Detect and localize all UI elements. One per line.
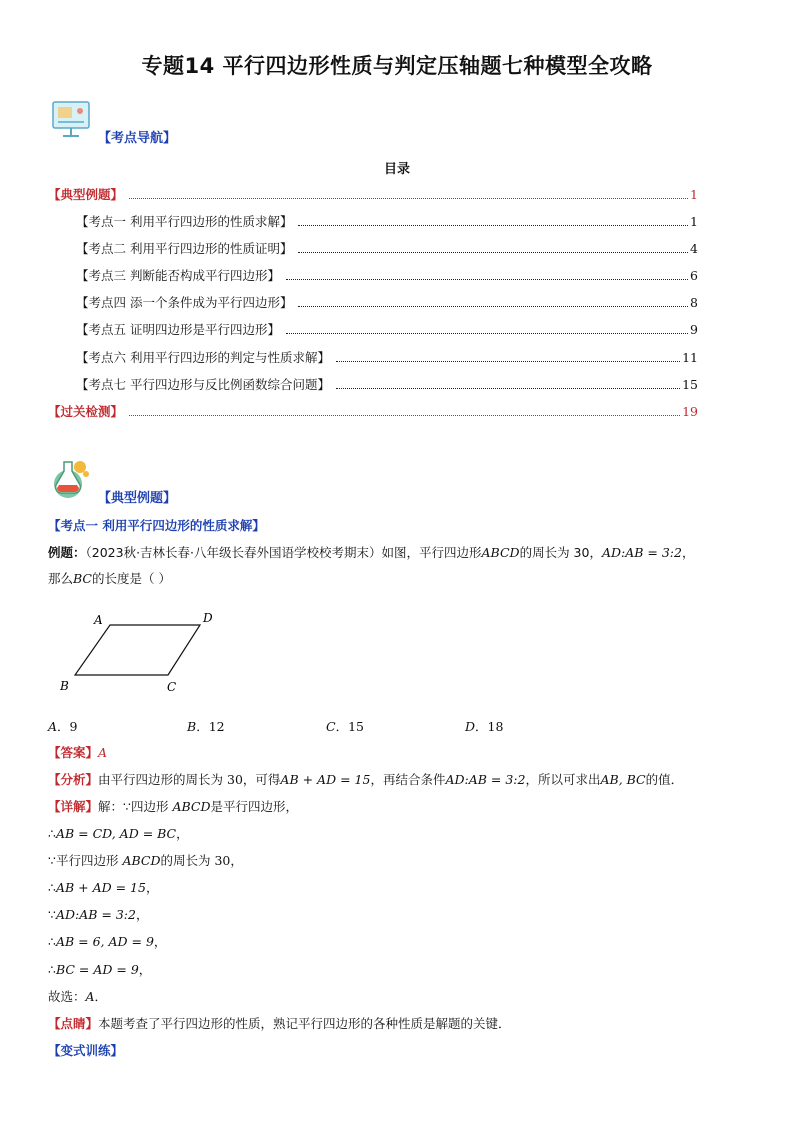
detail-symbol: ∵	[48, 907, 56, 922]
variant-heading: 【变式训练】	[48, 1043, 124, 1058]
toc-leader	[286, 332, 688, 334]
analysis-text: ，再结合条件	[370, 772, 446, 787]
toc-item-label: 【考点五 证明四边形是平行四边形】	[76, 322, 280, 337]
detail-math: AD:AB = 3:2	[55, 907, 136, 922]
detail-step	[48, 852, 750, 870]
toc-leader	[129, 197, 688, 199]
toc-title: 目录	[383, 162, 410, 177]
toc-item-label: 【典型例题】	[48, 187, 124, 202]
detail-text: 解：∵四边形	[98, 799, 173, 814]
example-text: ，	[681, 545, 695, 560]
detail-text: ，	[176, 826, 189, 841]
toc-item[interactable]	[76, 375, 698, 393]
example-text: 的长度是（ ）	[92, 571, 171, 586]
detail-text: ．	[94, 989, 108, 1004]
toc-item-label: 【考点二 利用平行四边形的性质证明】	[76, 241, 293, 256]
option-a[interactable]	[48, 717, 77, 735]
example-text: 的周长为 30，	[519, 545, 602, 560]
toc-item-page: 1	[690, 214, 698, 229]
analysis-text: 的值．	[645, 772, 684, 787]
vertex-label-a: A	[94, 613, 103, 627]
toc-leader	[336, 360, 680, 362]
math-abcd: ABCD	[481, 545, 520, 560]
vertex-label-c: C	[167, 680, 177, 694]
option-d[interactable]	[465, 717, 503, 735]
toc-item-page: 1	[690, 187, 698, 202]
analysis-line	[48, 771, 750, 789]
comment-text: 本题考查了平行四边形的性质，熟记平行四边形的各种性质是解题的关键．	[98, 1016, 511, 1031]
example-source: （2023秋·吉林长春·八年级长春外国语学校校考期末）如图，平行四边形	[85, 545, 482, 560]
toc-leader	[298, 305, 688, 307]
detail-step	[48, 825, 750, 843]
analysis-text: 由平行四边形的周长为	[98, 772, 227, 787]
detail-math: ABCD	[122, 853, 161, 868]
detail-line-1	[48, 798, 750, 816]
toc-leader	[298, 251, 688, 253]
navigation-heading: 【考点导航】	[98, 131, 177, 146]
analysis-tag: 【分析】	[48, 772, 99, 787]
toc-item-label: 【考点六 利用平行四边形的判定与性质求解】	[76, 350, 330, 365]
detail-math: ABCD	[172, 799, 211, 814]
toc-item-page: 6	[690, 268, 698, 283]
detail-text: ，	[153, 934, 167, 949]
toc-leader	[286, 278, 688, 280]
page-title: 专题14 平行四边形性质与判定压轴题七种模型全攻略	[141, 54, 653, 78]
detail-math: BC = AD = 9	[55, 962, 139, 977]
toc-item-label: 【考点七 平行四边形与反比例函数综合问题】	[76, 377, 330, 392]
analysis-number: 30	[227, 772, 243, 787]
toc-item-page: 15	[682, 377, 698, 392]
toc-item[interactable]	[76, 212, 698, 230]
answer-line	[48, 744, 750, 762]
detail-step	[48, 879, 750, 897]
example-question-line-2	[48, 570, 750, 588]
detail-number: 30	[214, 853, 231, 868]
comment-tag: 【点睛】	[48, 1016, 99, 1031]
toc-item-label: 【过关检测】	[48, 404, 124, 419]
toc-leader	[129, 414, 680, 416]
kaodian-heading: 【考点一 利用平行四边形的性质求解】	[48, 518, 265, 533]
option-b[interactable]	[187, 717, 225, 735]
detail-choice	[48, 988, 750, 1006]
detail-symbol: ∴	[48, 934, 56, 949]
option-letter: B	[187, 719, 197, 734]
detail-step	[48, 906, 750, 924]
answer-tag: 【答案】	[48, 745, 99, 760]
option-value: ．18	[475, 719, 504, 734]
detail-math: AB = 6, AD = 9	[55, 934, 154, 949]
toc-item[interactable]	[76, 239, 698, 257]
toc-item-label: 【考点四 添一个条件成为平行四边形】	[76, 295, 293, 310]
toc-item-label: 【考点三 判断能否构成平行四边形】	[76, 268, 280, 283]
detail-step	[48, 961, 750, 979]
detail-math: AB + AD = 15	[55, 880, 146, 895]
toc-leader	[336, 387, 680, 389]
navigation-board-icon	[50, 98, 94, 140]
detail-text: ∵平行四边形	[48, 853, 123, 868]
option-value: ．12	[196, 719, 225, 734]
detail-math: AB = CD, AD = BC	[55, 826, 177, 841]
detail-text: ，	[230, 853, 243, 868]
toc-item-page: 9	[690, 322, 698, 337]
example-text: 那么	[48, 571, 74, 586]
toc-leader	[298, 224, 688, 226]
toc-item[interactable]	[76, 348, 698, 366]
detail-symbol: ∴	[48, 962, 56, 977]
comment-line	[48, 1015, 750, 1033]
toc-item-label: 【考点一 利用平行四边形的性质求解】	[76, 214, 293, 229]
option-value: ．9	[57, 719, 78, 734]
detail-symbol: ∴	[48, 880, 56, 895]
math-bc: BC	[73, 571, 92, 586]
examples-heading: 【典型例题】	[98, 491, 177, 506]
toc-item-page: 19	[682, 404, 698, 419]
parallelogram-figure	[55, 605, 225, 700]
vertex-label-d: D	[203, 611, 213, 625]
toc-item-page: 11	[682, 350, 698, 365]
detail-math: A	[85, 989, 95, 1004]
answer-value: A	[98, 745, 108, 760]
parallelogram-shape	[75, 625, 200, 675]
option-letter: C	[326, 719, 336, 734]
analysis-math: AD:AB = 3:2	[445, 772, 526, 787]
toc-item-page: 4	[690, 241, 698, 256]
example-label: 例题：	[48, 545, 86, 560]
toc-item[interactable]	[48, 185, 698, 203]
vertex-label-b: B	[60, 679, 69, 693]
option-c[interactable]	[326, 717, 364, 735]
analysis-math: AB, BC	[600, 772, 646, 787]
toc-item[interactable]	[76, 320, 698, 338]
option-letter: A	[48, 719, 58, 734]
option-letter: D	[465, 719, 476, 734]
detail-step	[48, 933, 750, 951]
flask-icon	[50, 458, 94, 500]
detail-text: ，	[145, 880, 159, 895]
detail-text: 故选：	[48, 989, 86, 1004]
analysis-text: ，可得	[242, 772, 281, 787]
example-question-line-1	[48, 544, 750, 562]
detail-text: 是平行四边形，	[210, 799, 298, 814]
math-ratio: AD:AB = 3:2	[601, 545, 682, 560]
analysis-math: AB + AD = 15	[280, 772, 371, 787]
detail-symbol: ∴	[48, 826, 56, 841]
toc-item[interactable]	[76, 266, 698, 284]
detail-text: ，	[135, 907, 149, 922]
analysis-text: ，所以可求出	[525, 772, 601, 787]
detail-text: ，	[138, 962, 152, 977]
detail-text: 的周长为	[160, 853, 215, 868]
toc-item[interactable]	[48, 402, 698, 420]
toc-item-page: 8	[690, 295, 698, 310]
detail-tag: 【详解】	[48, 799, 99, 814]
toc-item[interactable]	[76, 293, 698, 311]
option-value: ．15	[335, 719, 364, 734]
